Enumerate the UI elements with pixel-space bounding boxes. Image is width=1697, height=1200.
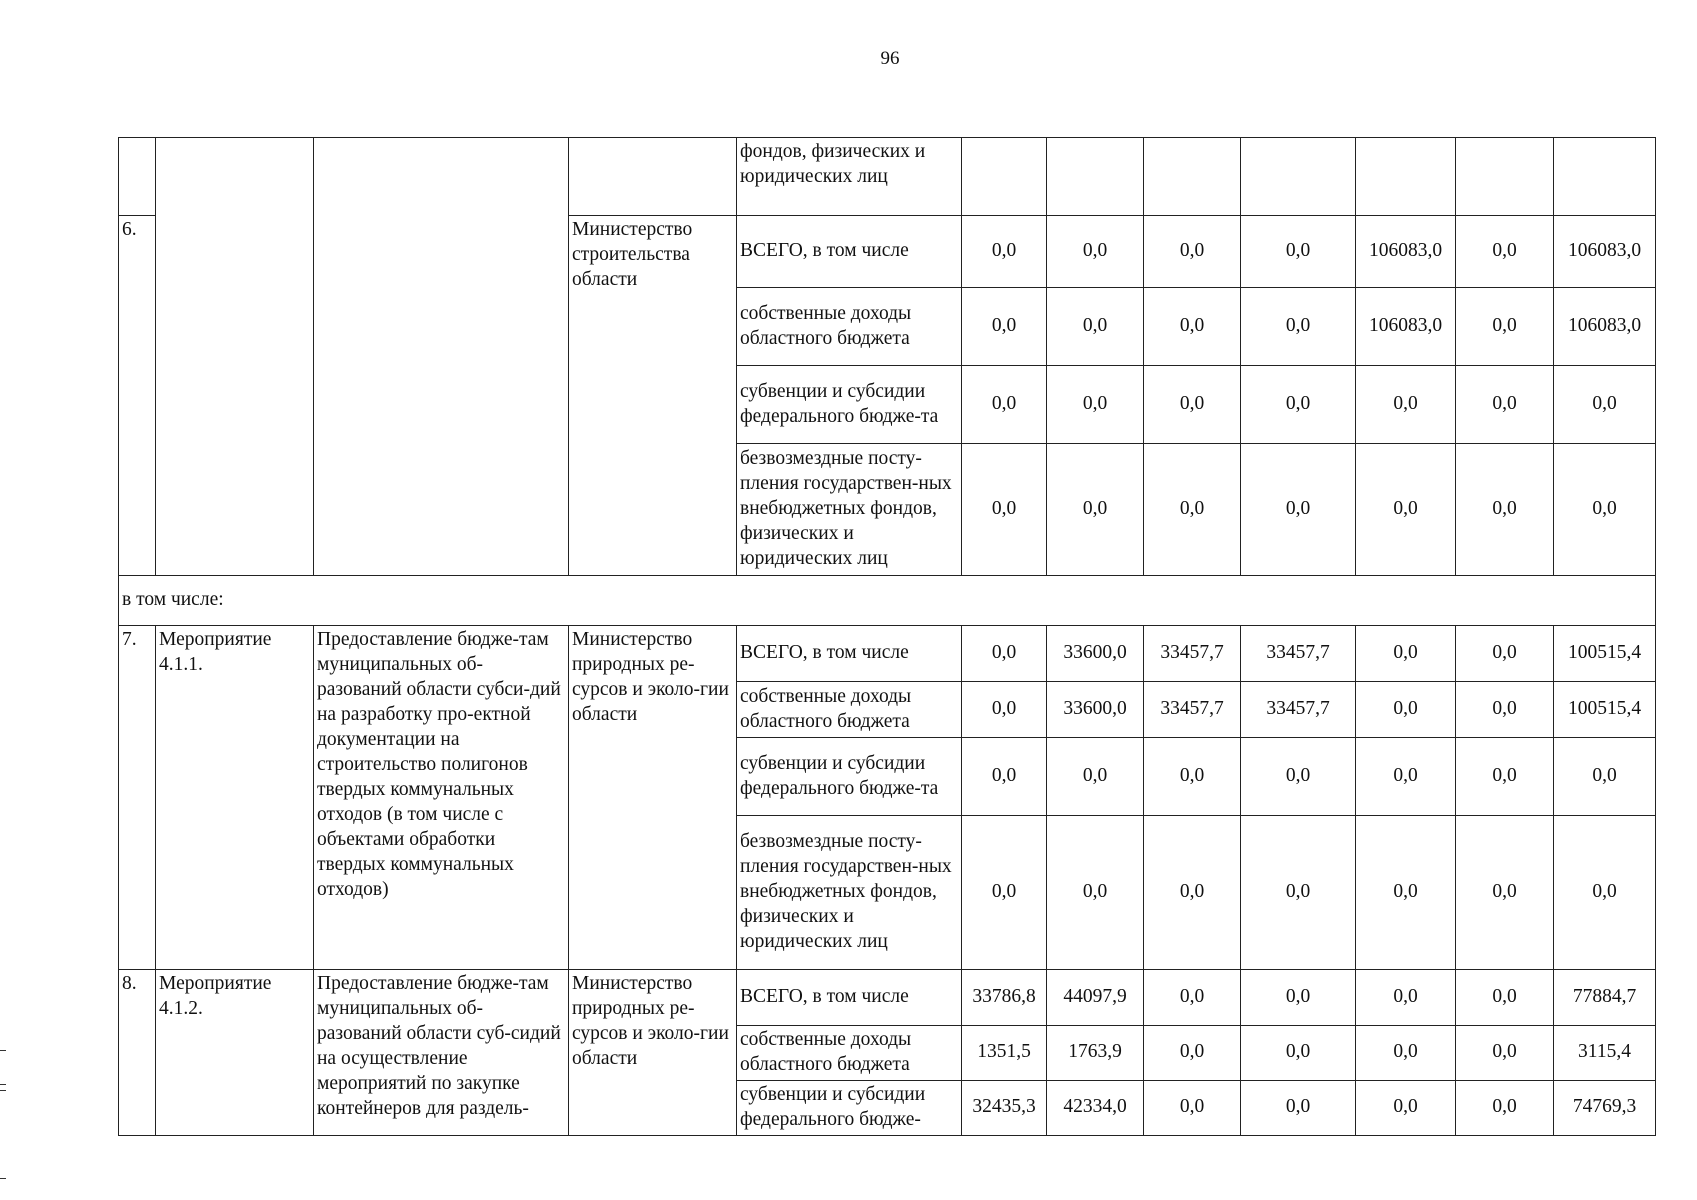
value-cell: 100515,4 (1554, 682, 1656, 738)
value-cell: 0,0 (1554, 366, 1656, 444)
value-cell: 0,0 (1356, 738, 1456, 816)
budget-table-wrapper (118, 137, 1656, 1136)
value-cell: 0,0 (1356, 682, 1456, 738)
value-cell (962, 138, 1047, 216)
scan-margin-mark (0, 1050, 6, 1051)
funding-source-cell: ВСЕГО, в том числе (737, 970, 962, 1026)
budget-table (118, 137, 1656, 1136)
scan-margin-mark (0, 1090, 6, 1091)
event-cell: Мероприятие 4.1.2. (156, 970, 314, 1136)
value-cell: 0,0 (1456, 738, 1554, 816)
funding-source-cell: ВСЕГО, в том числе (737, 216, 962, 288)
value-cell: 33786,8 (962, 970, 1047, 1026)
value-cell: 0,0 (1241, 444, 1356, 576)
value-cell: 0,0 (1241, 1026, 1356, 1081)
value-cell: 0,0 (1356, 444, 1456, 576)
value-cell: 0,0 (1554, 816, 1656, 970)
value-cell: 0,0 (962, 816, 1047, 970)
value-cell: 0,0 (1241, 970, 1356, 1026)
value-cell: 1351,5 (962, 1026, 1047, 1081)
value-cell: 0,0 (1144, 1026, 1241, 1081)
value-cell: 0,0 (962, 366, 1047, 444)
row-number-cell (119, 138, 156, 216)
funding-source-cell: субвенции и субсидии федерального бюдже-та (737, 366, 962, 444)
funding-source-cell: ВСЕГО, в том числе (737, 626, 962, 682)
value-cell: 0,0 (1456, 444, 1554, 576)
value-cell: 0,0 (1456, 366, 1554, 444)
value-cell: 0,0 (962, 216, 1047, 288)
value-cell: 0,0 (1047, 366, 1144, 444)
value-cell: 0,0 (1356, 626, 1456, 682)
value-cell: 42334,0 (1047, 1080, 1144, 1135)
value-cell (1241, 138, 1356, 216)
value-cell: 44097,9 (1047, 970, 1144, 1026)
description-cell (314, 138, 569, 576)
value-cell: 100515,4 (1554, 626, 1656, 682)
value-cell: 0,0 (1144, 288, 1241, 366)
table-row (119, 576, 1656, 626)
page-number: 96 (880, 48, 900, 69)
value-cell: 0,0 (1144, 444, 1241, 576)
value-cell: 0,0 (1144, 1080, 1241, 1135)
value-cell: 0,0 (1356, 970, 1456, 1026)
description-cell: Предоставление бюдже-там муниципальных об-разований области суб-сидий на осуществление мероприятий по закупке контейнеров для раздель- (314, 970, 569, 1136)
value-cell: 0,0 (1356, 1080, 1456, 1135)
value-cell (1456, 138, 1554, 216)
value-cell: 3115,4 (1554, 1026, 1656, 1081)
value-cell: 0,0 (1047, 816, 1144, 970)
value-cell: 106083,0 (1554, 288, 1656, 366)
value-cell: 0,0 (1241, 216, 1356, 288)
value-cell: 0,0 (962, 682, 1047, 738)
value-cell: 33600,0 (1047, 682, 1144, 738)
funding-source-cell: собственные доходы областного бюджета (737, 1026, 962, 1081)
value-cell: 0,0 (1047, 288, 1144, 366)
value-cell (1554, 138, 1656, 216)
group-label: в том числе: (119, 576, 1656, 626)
value-cell: 33457,7 (1241, 626, 1356, 682)
executor-cell: Министерство природных ре-сурсов и эколо-гии области (569, 970, 737, 1136)
value-cell: 0,0 (1356, 366, 1456, 444)
event-cell (156, 138, 314, 576)
funding-source-cell: безвозмездные посту-пления государствен-ных внебюджетных фондов, физических и юридических лиц (737, 816, 962, 970)
value-cell: 0,0 (1356, 1026, 1456, 1081)
value-cell: 0,0 (1456, 216, 1554, 288)
value-cell: 0,0 (1456, 1026, 1554, 1081)
value-cell (1356, 138, 1456, 216)
value-cell: 0,0 (962, 626, 1047, 682)
value-cell: 0,0 (1144, 738, 1241, 816)
scan-margin-mark (0, 1178, 6, 1179)
value-cell: 106083,0 (1356, 216, 1456, 288)
value-cell (1144, 138, 1241, 216)
executor-cell: Министерство строительства области (569, 216, 737, 576)
value-cell: 0,0 (1144, 970, 1241, 1026)
funding-source-cell: безвозмездные посту-пления государствен-ных внебюджетных фондов, физических и юридических лиц (737, 444, 962, 576)
value-cell: 0,0 (1356, 816, 1456, 970)
value-cell: 32435,3 (962, 1080, 1047, 1135)
value-cell: 1763,9 (1047, 1026, 1144, 1081)
value-cell: 0,0 (1554, 738, 1656, 816)
value-cell: 0,0 (1456, 626, 1554, 682)
value-cell: 0,0 (1047, 444, 1144, 576)
value-cell: 0,0 (1241, 738, 1356, 816)
value-cell: 0,0 (1144, 816, 1241, 970)
value-cell: 33457,7 (1241, 682, 1356, 738)
value-cell: 0,0 (1456, 1080, 1554, 1135)
table-row (119, 626, 1656, 682)
value-cell (1047, 138, 1144, 216)
table-row (119, 970, 1656, 1026)
row-number-cell: 8. (119, 970, 156, 1136)
value-cell: 0,0 (1456, 970, 1554, 1026)
value-cell: 0,0 (1241, 816, 1356, 970)
row-number-cell: 6. (119, 216, 156, 576)
value-cell: 33600,0 (1047, 626, 1144, 682)
funding-source-cell: собственные доходы областного бюджета (737, 288, 962, 366)
value-cell: 106083,0 (1356, 288, 1456, 366)
value-cell: 0,0 (1456, 682, 1554, 738)
description-cell: Предоставление бюдже-там муниципальных об-разований области субси-дий на разработку про-ектной документации на строительство полигонов твердых коммунальных отходов (в том числе с объектами обработки твердых коммунальных отходов) (314, 626, 569, 970)
value-cell: 0,0 (1456, 288, 1554, 366)
value-cell: 0,0 (962, 288, 1047, 366)
value-cell: 0,0 (1241, 288, 1356, 366)
row-number-cell: 7. (119, 626, 156, 970)
value-cell: 0,0 (1047, 216, 1144, 288)
funding-source-cell: субвенции и субсидии федерального бюдже- (737, 1080, 962, 1135)
value-cell: 74769,3 (1554, 1080, 1656, 1135)
funding-source-cell: собственные доходы областного бюджета (737, 682, 962, 738)
value-cell: 0,0 (1241, 1080, 1356, 1135)
value-cell: 0,0 (1047, 738, 1144, 816)
value-cell: 0,0 (1554, 444, 1656, 576)
value-cell: 0,0 (1241, 366, 1356, 444)
value-cell: 0,0 (1144, 366, 1241, 444)
scan-margin-mark (0, 1084, 6, 1085)
executor-cell: Министерство природных ре-сурсов и эколо-гии области (569, 626, 737, 970)
value-cell: 77884,7 (1554, 970, 1656, 1026)
executor-cell (569, 138, 737, 216)
value-cell: 0,0 (962, 738, 1047, 816)
value-cell: 0,0 (1144, 216, 1241, 288)
event-cell: Мероприятие 4.1.1. (156, 626, 314, 970)
value-cell: 33457,7 (1144, 682, 1241, 738)
funding-source-cell: субвенции и субсидии федерального бюдже-та (737, 738, 962, 816)
funding-source-cell: фондов, физических и юридических лиц (737, 138, 962, 216)
table-row (119, 138, 1656, 216)
value-cell: 0,0 (1456, 816, 1554, 970)
value-cell: 106083,0 (1554, 216, 1656, 288)
value-cell: 33457,7 (1144, 626, 1241, 682)
value-cell: 0,0 (962, 444, 1047, 576)
